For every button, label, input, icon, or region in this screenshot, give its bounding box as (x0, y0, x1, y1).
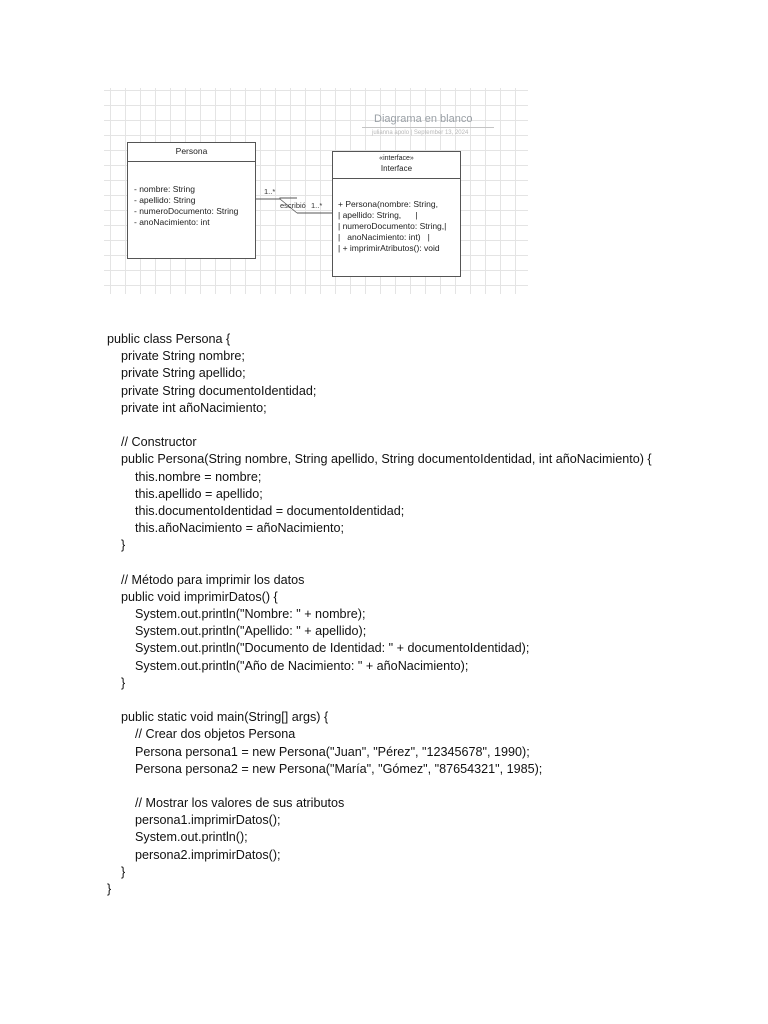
interface-member: + Persona(nombre: String, (338, 199, 438, 209)
code-line (107, 692, 652, 709)
persona-class-name: Persona (128, 143, 255, 162)
code-line: // Mostrar los valores de sus atributos (107, 796, 345, 811)
code-line (107, 417, 652, 434)
code-line (107, 778, 652, 795)
code-line: this.apellido = apellido; (107, 486, 263, 501)
code-line: public static void main(String[] args) { (107, 710, 329, 725)
persona-attribute: - nombre: String (134, 184, 195, 194)
interface-class-name: Interface (380, 164, 413, 173)
interface-member: | anoNacimiento: int) | (338, 232, 430, 242)
code-line: this.añoNacimiento = añoNacimiento; (107, 521, 344, 536)
persona-attribute-list (128, 162, 255, 228)
multiplicity-target-label: 1..* (311, 201, 323, 210)
interface-member: | + imprimirAtributos(): void (338, 243, 440, 253)
interface-member-list (333, 179, 460, 254)
code-line: public void imprimirDatos() { (107, 589, 278, 604)
code-line: } (107, 864, 126, 879)
diagram-title: Diagrama en blanco (374, 113, 473, 125)
uml-diagram-image (104, 88, 528, 294)
persona-attribute: - anoNacimiento: int (134, 217, 210, 227)
code-line: private String documentoIdentidad; (107, 383, 317, 398)
code-line: System.out.println("Documento de Identidad: " + documentoIdentidad); (107, 641, 530, 656)
code-line: this.nombre = nombre; (107, 469, 262, 484)
code-line: public class Persona { (107, 332, 231, 346)
interface-class-header (333, 152, 460, 179)
interface-member: | numeroDocumento: String,| (338, 221, 447, 231)
code-line: } (107, 675, 126, 690)
interface-class-box (332, 151, 461, 277)
code-line: // Método para imprimir los datos (107, 572, 305, 587)
code-line: public Persona(String nombre, String apellido, String documentoIdentidad, int añoNacimiento) { (107, 452, 652, 467)
multiplicity-source-label: 1..* (264, 187, 276, 196)
java-code-block (107, 331, 652, 898)
code-line: Persona persona2 = new Persona("María", "Gómez", "87654321", 1985); (107, 761, 543, 776)
diagram-subtitle: julianna apolo | September 13, 2024 (372, 130, 469, 136)
code-line: System.out.println("Nombre: " + nombre); (107, 607, 366, 621)
code-line: this.documentoIdentidad = documentoIdentidad; (107, 503, 405, 518)
association-role-label: escribió (280, 201, 306, 210)
interface-member: | apellido: String, | (338, 210, 418, 220)
code-line: System.out.println("Año de Nacimiento: " + añoNacimiento); (107, 658, 469, 673)
code-line: Persona persona1 = new Persona("Juan", "Pérez", "12345678", 1990); (107, 744, 530, 759)
code-line: persona1.imprimirDatos(); (107, 813, 281, 828)
persona-attribute: - apellido: String (134, 195, 196, 205)
code-line: private int añoNacimiento; (107, 400, 267, 415)
persona-attribute: - numeroDocumento: String (134, 206, 239, 216)
code-line: // Constructor (107, 435, 197, 450)
code-line (107, 554, 652, 571)
code-line: } (107, 538, 126, 553)
code-line: persona2.imprimirDatos(); (107, 847, 281, 862)
code-line: private String apellido; (107, 366, 246, 381)
interface-stereotype: «interface» (379, 155, 414, 162)
code-line: } (107, 882, 112, 896)
code-line: // Crear dos objetos Persona (107, 727, 296, 742)
code-line: private String nombre; (107, 349, 245, 364)
persona-class-box (127, 142, 256, 259)
code-line: System.out.println("Apellido: " + apellido); (107, 624, 367, 639)
code-line: System.out.println(); (107, 830, 248, 845)
